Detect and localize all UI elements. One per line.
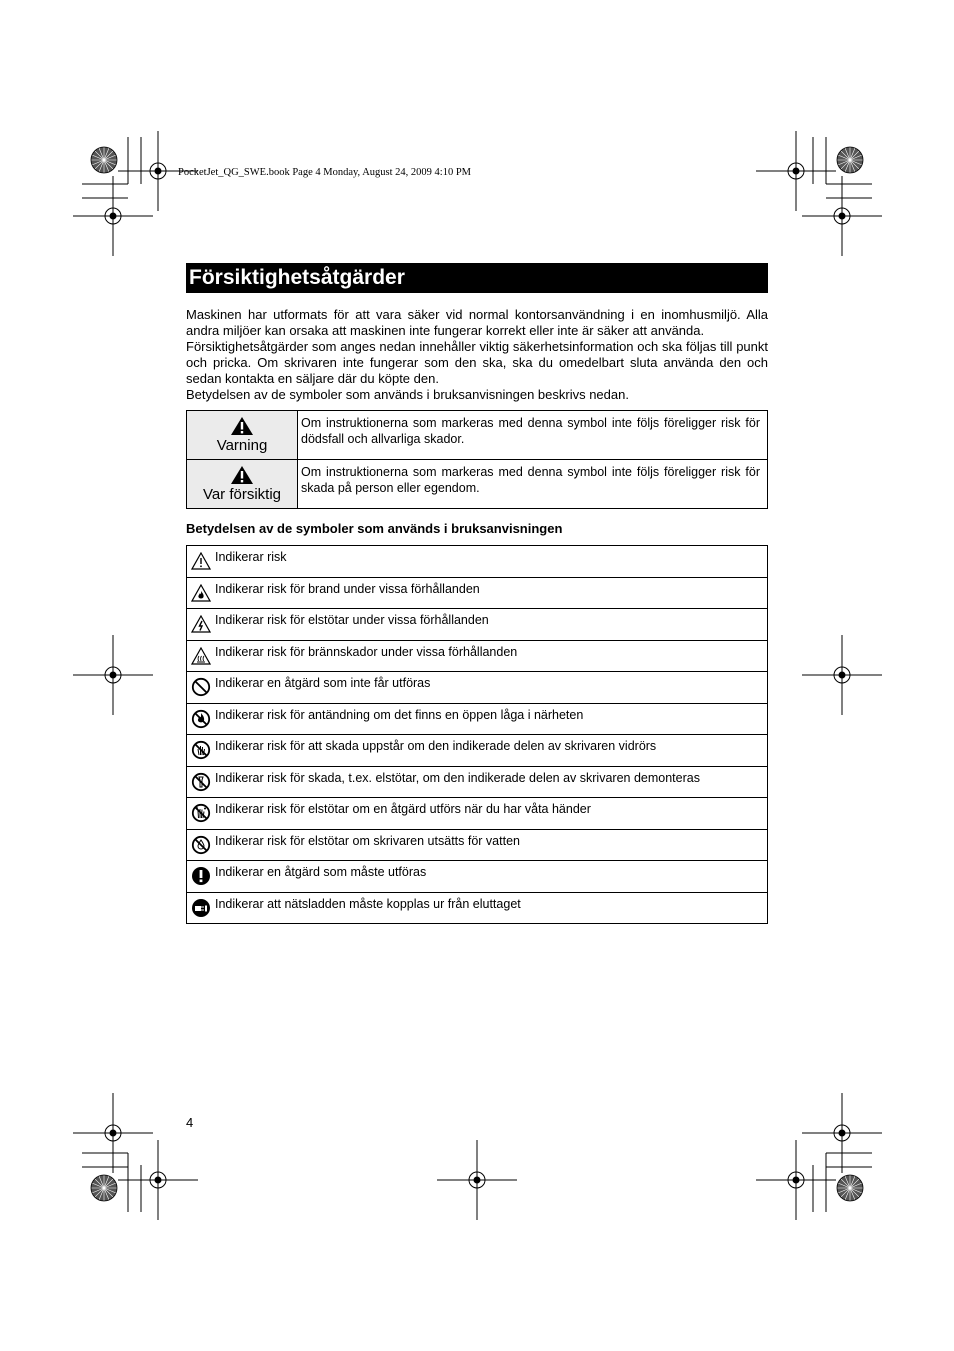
- symbols-heading: Betydelsen av de symboler som används i bruksanvisningen: [186, 521, 563, 536]
- symbol-description: Indikerar risk för elstötar om en åtgärd utförs när du har våta händer: [215, 798, 768, 830]
- table-row: [187, 735, 768, 767]
- symbol-description: Indikerar att nätsladden måste kopplas ur från eluttaget: [215, 892, 768, 924]
- no-open-flame-icon: [191, 709, 211, 729]
- caution-description: Om instruktionerna som markeras med denna symbol inte följs föreligger risk för skada på person eller egendom.: [298, 460, 768, 509]
- table-row: [187, 861, 768, 893]
- warning-label-cell: [187, 411, 298, 460]
- prohibited-icon: [191, 677, 211, 697]
- warning-row: [187, 411, 768, 460]
- symbol-description: Indikerar risk för brand under vissa förhållanden: [215, 577, 768, 609]
- symbol-description: Indikerar risk: [215, 546, 768, 578]
- table-row: [187, 672, 768, 704]
- symbol-description: Indikerar risk för antändning om det finns en öppen låga i närheten: [215, 703, 768, 735]
- table-row: [187, 798, 768, 830]
- table-row: [187, 546, 768, 578]
- intro-paragraph: Försiktighetsåtgärder som anges nedan innehåller viktig säkerhetsinformation och ska följas till punkt och pricka. Om skrivaren inte fungerar som den ska, ska du omedelbart sluta använda den och sedan kontakta en säljare där du köpte den.: [186, 339, 768, 386]
- page-title: Försiktighetsåtgärder: [186, 263, 768, 293]
- intro-paragraph: Betydelsen av de symboler som används i bruksanvisningen beskrivs nedan.: [186, 387, 629, 402]
- symbol-description: Indikerar risk för elstötar om skrivaren utsätts för vatten: [215, 829, 768, 861]
- table-row: [187, 829, 768, 861]
- caution-row: [187, 460, 768, 509]
- table-row: [187, 892, 768, 924]
- do-not-disassemble-icon: [191, 772, 211, 792]
- caution-label: Var försiktig: [202, 486, 282, 503]
- print-header: PocketJet_QG_SWE.book Page 4 Monday, August 24, 2009 4:10 PM: [178, 167, 472, 178]
- table-row: [187, 703, 768, 735]
- no-water-icon: [191, 835, 211, 855]
- symbol-description: Indikerar risk för att skada uppstår om den indikerade delen av skrivaren vidrörs: [215, 735, 768, 767]
- symbol-description: Indikerar risk för skada, t.ex. elstötar, om den indikerade delen av skrivaren demonteras: [215, 766, 768, 798]
- mandatory-action-icon: [191, 866, 211, 886]
- symbol-description: Indikerar en åtgärd som måste utföras: [215, 861, 768, 893]
- symbol-description: Indikerar risk för elstötar under vissa förhållanden: [215, 609, 768, 641]
- page-number: 4: [186, 1115, 194, 1130]
- do-not-touch-icon: [191, 740, 211, 760]
- table-row: [187, 640, 768, 672]
- fire-risk-icon: [191, 584, 211, 602]
- warning-triangle-icon: [230, 416, 254, 436]
- unplug-icon: [191, 898, 211, 918]
- symbol-description: Indikerar en åtgärd som inte får utföras: [215, 672, 768, 704]
- symbol-description: Indikerar risk för brännskador under vissa förhållanden: [215, 640, 768, 672]
- no-wet-hands-icon: [191, 803, 211, 823]
- electric-shock-risk-icon: [191, 615, 211, 633]
- symbols-table: [186, 545, 768, 924]
- table-row: [187, 766, 768, 798]
- risk-triangle-icon: [191, 552, 211, 570]
- table-row: [187, 577, 768, 609]
- warning-triangle-icon: [230, 465, 254, 485]
- warning-levels-table: [186, 410, 768, 509]
- intro-text: [186, 307, 768, 403]
- burn-risk-icon: [191, 647, 211, 665]
- table-row: [187, 609, 768, 641]
- warning-description: Om instruktionerna som markeras med denna symbol inte följs föreligger risk för dödsfall och allvarliga skador.: [298, 411, 768, 460]
- caution-label-cell: [187, 460, 298, 509]
- warning-label: Varning: [216, 437, 268, 454]
- intro-paragraph: Maskinen har utformats för att vara säker vid normal kontorsanvändning i en inomhusmiljö. Alla andra miljöer kan orsaka att maskinen inte fungerar korrekt eller inte är säker att använda.: [186, 307, 768, 338]
